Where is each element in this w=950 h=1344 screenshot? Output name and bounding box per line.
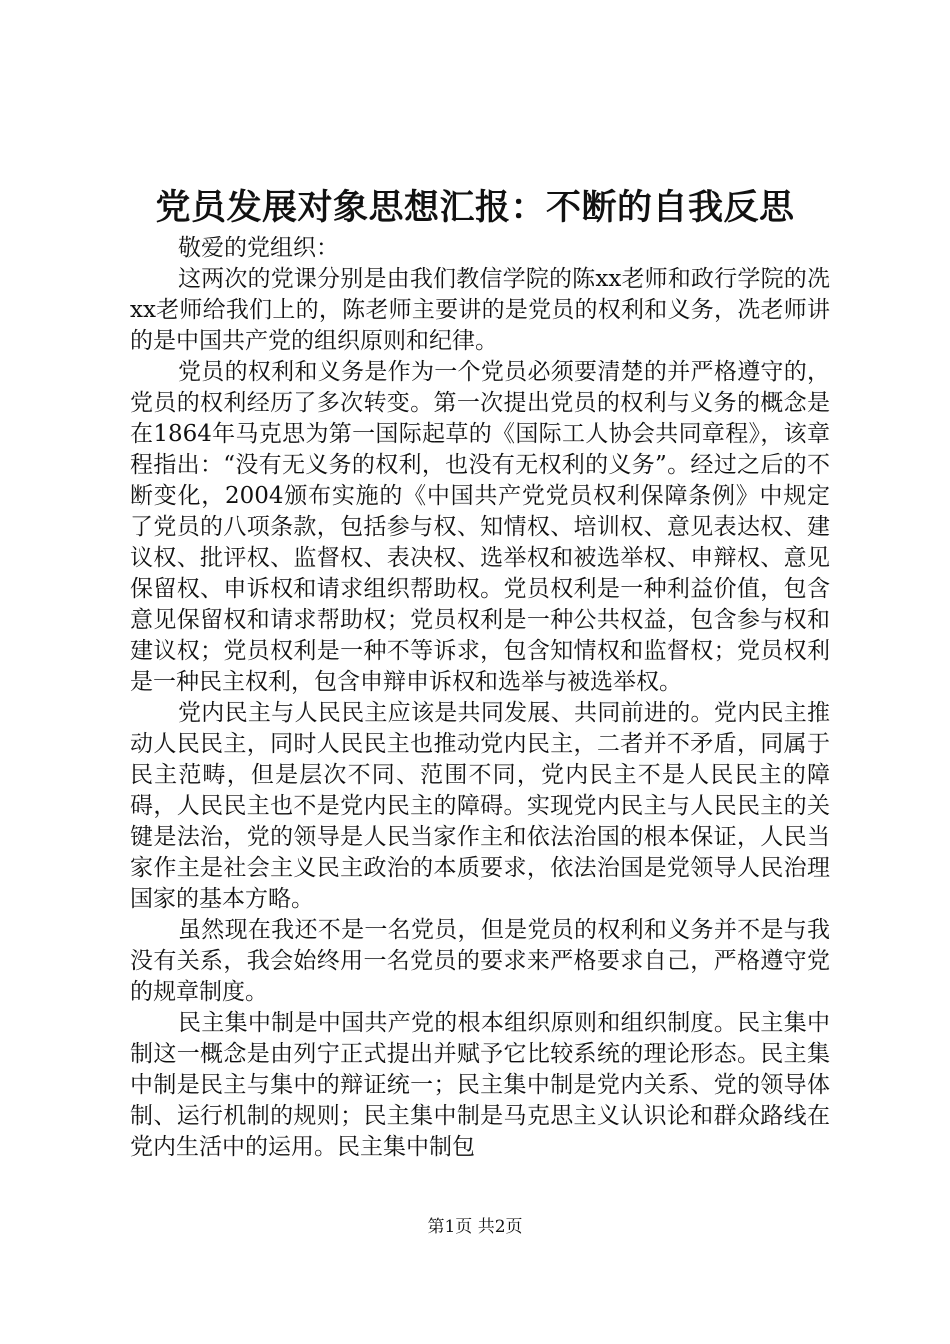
paragraph-3: 党内民主与人民民主应该是共同发展、共同前进的。党内民主推动人民民主，同时人民民主也推动党内民主，二者并不矛盾，同属于民主范畴，但是层次不同、范围不同，党内民主不是人民民主的障碍，人民民主也不是党内民主的障碍。实现党内民主与人民民主的关键是法治，党的领导是人民当家作主和依法治国的根本保证，人民当家作主是社会主义民主政治的本质要求，依法治国是党领导人民治理国家的基本方略。 — [130, 700, 830, 912]
paragraph-4: 虽然现在我还不是一名党员，但是党员的权利和义务并不是与我没有关系，我会始终用一名党员的要求来严格要求自己，严格遵守党的规章制度。 — [130, 917, 830, 1005]
document-title: 党员发展对象思想汇报：不断的自我反思 — [155, 187, 795, 228]
paragraph-5: 民主集中制是中国共产党的根本组织原则和组织制度。民主集中制这一概念是由列宁正式提出并赋予它比较系统的理论形态。民主集中制是民主与集中的辩证统一；民主集中制是党内关系、党的领导体制、运行机制的规则；民主集中制是马克思主义认识论和群众路线在党内生活中的运用。民主集中制包 — [130, 1010, 830, 1160]
document-body — [130, 233, 830, 1163]
page-number-footer: 第1页 共2页 — [427, 1217, 523, 1237]
paragraph-1: 这两次的党课分别是由我们教信学院的陈xx老师和政行学院的冼xx老师给我们上的，陈老师主要讲的是党员的权利和义务，冼老师讲的是中国共产党的组织原则和纪律。 — [130, 266, 830, 354]
salutation: 敬爱的党组织： — [178, 235, 339, 261]
paragraph-2: 党员的权利和义务是作为一个党员必须要清楚的并严格遵守的，党员的权利经历了多次转变。第一次提出党员的权利与义务的概念是在1864年马克思为第一国际起草的《国际工人协会共同章程》，该章程指出：“没有无义务的权利，也没有无权利的义务”。经过之后的不断变化，2004颁布实施的《中国共产党党员权利保障条例》中规定了党员的八项条款，包括参与权、知情权、培训权、意见表达权、建议权、批评权、监督权、表决权、选举权和被选举权、申辩权、意见保留权、申诉权和请求组织帮助权。党员权利是一种利益价值，包含意见保留权和请求帮助权；党员权利是一种公共权益，包含参与权和建议权；党员权利是一种不等诉求，包含知情权和监督权；党员权利是一种民主权利，包含申辩申诉权和选举与被选举权。 — [130, 359, 830, 695]
